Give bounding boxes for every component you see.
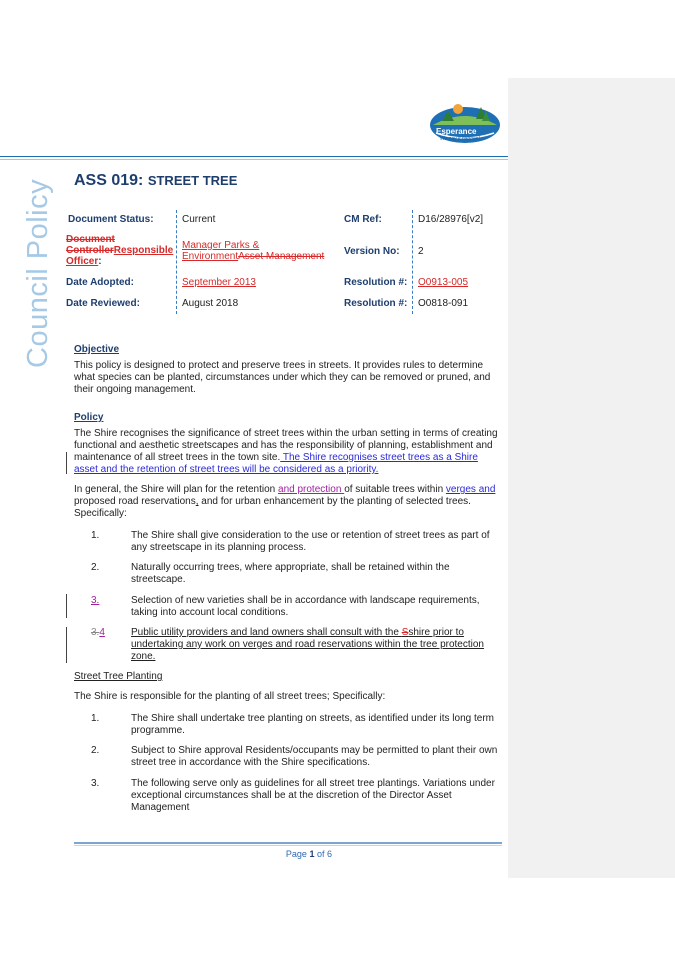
list-number: 1. (91, 713, 100, 724)
adopted-label: Date Adopted: (66, 277, 134, 288)
list-item: The Shire shall give consideration to the use or retention of street trees as part of any streetscape in its planning process. (131, 530, 490, 553)
status-label: Document Status: (68, 214, 154, 225)
footer-rule (74, 842, 502, 844)
list-item: Selection of new varieties shall be in accordance with landscape requirements, taking into account local conditions. (131, 595, 480, 618)
policy-name: STREET TREE (147, 173, 238, 188)
adopted-value: September 2013 (182, 277, 256, 288)
list-item: Naturally occurring trees, where appropriate, shall be retained within the streetscape. (131, 562, 450, 585)
policy-code: ASS 019: (74, 172, 148, 189)
controller-label-inserted: Responsible Officer (66, 245, 174, 267)
logo-name: Esperance (436, 127, 477, 136)
planting-intro: The Shire is responsible for the planting of all street trees; Specifically: (74, 691, 386, 702)
footer-rule-light (74, 845, 502, 846)
cm-ref-label: CM Ref: (344, 214, 382, 225)
version-label: Version No: (344, 246, 400, 257)
header-rule-light (0, 159, 582, 160)
objective-heading: Objective (74, 344, 120, 355)
policy-title (74, 172, 237, 190)
controller-value (182, 240, 342, 262)
list-number: 1. (91, 530, 100, 541)
page-number: Page 1 of 6 (285, 849, 332, 859)
change-bar (66, 594, 67, 618)
table-divider (412, 210, 413, 314)
policy-paragraph-2: In general, the Shire will plan for the retention and protection of suitable trees within verges and proposed road reservations, and for urban enhancement by the planting of selected trees. Specifically: (74, 484, 496, 519)
comment-margin-pane (508, 78, 675, 878)
controller-label-deleted: Document Controller (66, 234, 115, 256)
status-value: Current (182, 214, 216, 225)
list-item: Subject to Shire approval Residents/occupants may be permitted to plant their own street tree in accordance with the Shire specifications. (131, 745, 498, 768)
header-rule (0, 156, 582, 157)
resolution1-value: O0913-005 (418, 277, 469, 288)
version-value: 2 (418, 246, 424, 257)
resolution2-value: O0818-091 (418, 298, 469, 309)
resolution1-label: Resolution #: (344, 277, 408, 288)
planting-heading: Street Tree Planting (74, 671, 163, 682)
list-number: 2. (91, 745, 100, 756)
list-number: 3. (91, 595, 100, 606)
list-item: The Shire shall undertake tree planting on streets, as identified under its long term programme. (131, 713, 494, 736)
policy-paragraph-1: The Shire recognises the significance of street trees within the urban setting in terms of creating functional and aesthetic streetscapes and has the responsibility of planning, establishment and maintenance of all street trees in the town site. The Shire recognises street trees as a Shire asset and the retention of street trees will be considered as a priority. (74, 428, 498, 475)
policy-heading: Policy (74, 412, 104, 423)
objective-text: This policy is designed to protect and preserve trees in streets. It provides rules to determine what species can be planted, circumstances under which they can be removed or pruned, and their ongoing management. (74, 360, 491, 395)
controller-label: Document ControllerResponsible Officer: (66, 234, 174, 267)
controller-value-inserted: Manager Parks & Environment (182, 240, 260, 262)
list-number: 3.4 (91, 627, 105, 638)
change-bar (66, 452, 67, 474)
controller-value-deleted: Asset Management (238, 251, 325, 262)
cm-ref-value: D16/28976[v2] (418, 214, 484, 225)
side-title: Council Policy (22, 178, 54, 368)
reviewed-value: August 2018 (182, 298, 239, 309)
list-number: 2. (91, 562, 100, 573)
list-number: 3. (91, 778, 100, 789)
reviewed-label: Date Reviewed: (66, 298, 140, 309)
table-divider (176, 210, 177, 314)
list-item: Public utility providers and land owners shall consult with the Sshire prior to undertaking any work on verges and road reservations within the tree protection zone. (131, 627, 484, 662)
change-bar (66, 627, 67, 663)
inserted-text: The Shire recognises street trees as a Shire asset and the retention of street trees will be considered as a priority. (74, 452, 478, 475)
logo-tagline: We say it happen! (440, 136, 480, 142)
list-item: The following serve only as guidelines for all street tree plantings. Variations under exceptional circumstances shall be at the discretion of the Director Asset Management (131, 778, 495, 813)
resolution2-label: Resolution #: (344, 298, 408, 309)
